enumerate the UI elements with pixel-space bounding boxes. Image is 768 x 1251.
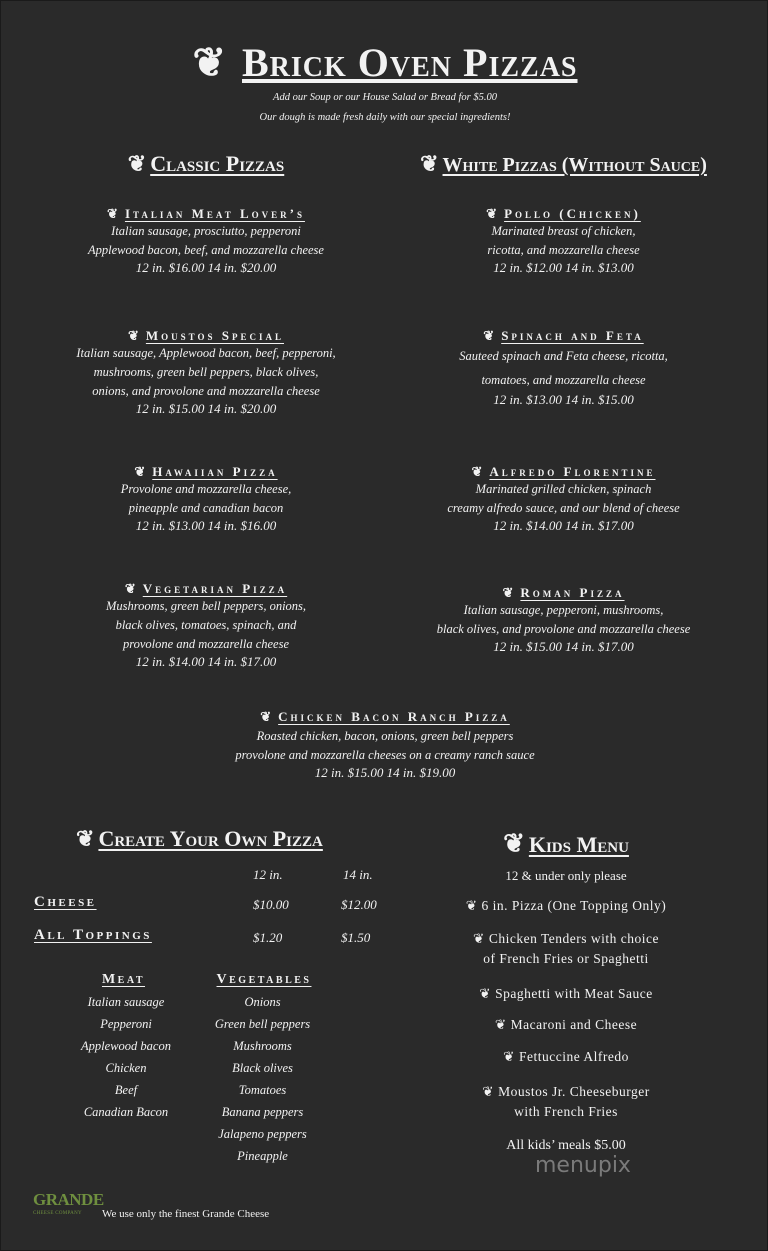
meat-list: [56, 991, 196, 1123]
cheese-price-14: $12.00: [341, 897, 377, 912]
kids-item-line: ❦ 6 in. Pizza (One Topping Only): [421, 896, 711, 916]
item-desc: Sauteed spinach and Feta cheese, ricotta,: [459, 349, 668, 363]
pizza-item: [31, 206, 381, 276]
kids-menu-item: [421, 929, 711, 969]
leaf-sprig-icon: ❦: [483, 328, 498, 343]
item-desc: Marinated grilled chicken, spinach: [475, 482, 652, 496]
topping-item: Mushrooms: [233, 1039, 292, 1053]
item-price: 12 in. $15.00 14 in. $19.00: [314, 765, 456, 780]
leaf-sprig-icon: ❦: [192, 40, 227, 85]
leaf-sprig-icon: ❦: [124, 581, 139, 596]
leaf-sprig-icon: ❦: [482, 1084, 495, 1099]
item-desc: ricotta, and mozzarella cheese: [487, 243, 640, 257]
topping-item: Pepperoni: [100, 1017, 152, 1031]
kids-menu-item: [421, 1047, 711, 1067]
topping-item: Italian sausage: [87, 995, 165, 1009]
item-desc: Applewood bacon, beef, and mozzarella cheese: [88, 243, 324, 257]
leaf-sprig-icon: ❦: [473, 931, 485, 946]
item-price: 12 in. $16.00 14 in. $20.00: [135, 260, 277, 275]
leaf-sprig-icon: ❦: [465, 898, 478, 913]
topping-item: Pineapple: [237, 1149, 288, 1163]
kids-item-line: of French Fries or Spaghetti: [483, 951, 649, 966]
vegetables-list: [196, 991, 329, 1167]
pizza-item: [31, 581, 381, 670]
header-line-1: Add our Soup or our House Salad or Bread for $5.00: [273, 92, 497, 103]
topping-item: Chicken: [105, 1061, 147, 1075]
chicken-bacon-ranch-item: [1, 709, 768, 781]
item-price: 12 in. $13.00 14 in. $16.00: [135, 518, 277, 533]
item-desc: Provolone and mozzarella cheese,: [120, 482, 292, 496]
item-desc-2: provolone and mozzarella cheeses on a creamy ranch sauce: [235, 748, 535, 762]
topping-item: Beef: [114, 1083, 138, 1097]
toppings-price-14: $1.50: [341, 930, 371, 945]
kids-menu-heading: ❦ Kids Menu: [503, 829, 629, 858]
grande-logo-text: GRANDE: [33, 1190, 104, 1209]
item-desc: Mushrooms, green bell peppers, onions,: [105, 599, 307, 613]
menupix-watermark: menupix: [535, 1153, 631, 1178]
topping-item: Black olives: [232, 1061, 293, 1075]
item-price: 12 in. $14.00 14 in. $17.00: [135, 654, 277, 669]
item-desc: Marinated breast of chicken,: [491, 224, 636, 238]
kids-menu-item: [421, 1082, 711, 1122]
item-name: ❦ Alfredo Florentine: [471, 464, 656, 479]
kids-item-line: ❦ Spaghetti with Meat Sauce: [421, 984, 711, 1004]
topping-item: Onions: [244, 995, 281, 1009]
create-your-own-heading: ❦ Create Your Own Pizza: [76, 826, 323, 851]
item-name: ❦ Moustos Special: [127, 328, 284, 343]
classic-pizzas-heading: ❦ Classic Pizzas: [127, 151, 285, 176]
item-name: ❦ Italian Meat Lover’s: [107, 206, 305, 221]
item-desc: Italian sausage, pepperoni, mushrooms,: [463, 603, 664, 617]
header-line-2: Our dough is made fresh daily with our special ingredients!: [259, 112, 511, 123]
kids-menu-item: [421, 896, 711, 916]
size-14-header: 14 in.: [343, 867, 373, 882]
kids-menu-item: [421, 1015, 711, 1035]
all-toppings-label: All Toppings: [34, 927, 152, 943]
cheese-price-12: $10.00: [253, 897, 289, 912]
item-desc: onions, and provolone and mozzarella cheese: [92, 384, 320, 398]
leaf-sprig-icon: ❦: [420, 151, 439, 176]
pizza-item: [31, 328, 381, 417]
item-name: ❦ Hawaiian Pizza: [134, 464, 278, 479]
kids-footer-price: All kids’ meals $5.00: [506, 1138, 626, 1153]
vegetables-heading: Vegetables: [216, 972, 312, 987]
topping-item: Banana peppers: [221, 1105, 304, 1119]
cheese-label: Cheese: [34, 894, 97, 910]
item-price: 12 in. $15.00 14 in. $17.00: [493, 639, 634, 654]
item-desc: mushrooms, green bell peppers, black olives,: [93, 365, 319, 379]
item-desc: provolone and mozzarella cheese: [122, 637, 290, 651]
item-desc: Italian sausage, Applewood bacon, beef, pepperoni,: [76, 346, 336, 360]
topping-item: Applewood bacon: [81, 1039, 171, 1053]
item-name: ❦ Spinach and Feta: [483, 328, 644, 343]
topping-item: Canadian Bacon: [83, 1105, 169, 1119]
leaf-sprig-icon: ❦: [494, 1017, 507, 1032]
leaf-sprig-icon: ❦: [134, 464, 149, 479]
item-name: ❦ Vegetarian Pizza: [124, 581, 288, 596]
item-desc: creamy alfredo sauce, and our blend of cheese: [447, 501, 680, 515]
topping-item: Green bell peppers: [214, 1017, 311, 1031]
kids-item-line: with French Fries: [514, 1104, 618, 1119]
item-price: 12 in. $13.00 14 in. $15.00: [493, 392, 634, 407]
item-price: 12 in. $12.00 14 in. $13.00: [493, 260, 634, 275]
item-desc-1: Roasted chicken, bacon, onions, green bell peppers: [256, 729, 514, 743]
leaf-sprig-icon: ❦: [127, 151, 147, 176]
leaf-sprig-icon: ❦: [107, 206, 121, 221]
kids-item-line: ❦ Moustos Jr. Cheeseburger: [421, 1082, 711, 1102]
item-name: ❦ Pollo (Chicken): [486, 206, 641, 221]
item-desc: Italian sausage, prosciutto, pepperoni: [111, 224, 301, 238]
pizza-item: [391, 328, 736, 408]
kids-menu-item: [421, 984, 711, 1004]
grande-cheese-note: We use only the finest Grande Cheese: [102, 1208, 270, 1220]
leaf-sprig-icon: ❦: [503, 1049, 515, 1064]
pizza-item: [391, 585, 736, 655]
pizza-item: [31, 464, 381, 534]
kids-item-line: ❦ Chicken Tenders with choice: [421, 929, 711, 949]
item-desc: tomatoes, and mozzarella cheese: [481, 373, 646, 387]
page-title: [1, 39, 768, 86]
page-title-text: Brick Oven Pizzas: [242, 40, 578, 85]
pizza-item: [391, 464, 736, 534]
grande-logo: [33, 1190, 104, 1221]
topping-item: Jalapeno peppers: [218, 1127, 307, 1141]
leaf-sprig-icon: ❦: [76, 826, 95, 851]
toppings-price-12: $1.20: [253, 930, 283, 945]
item-desc: pineapple and canadian bacon: [128, 501, 284, 515]
leaf-sprig-icon: ❦: [479, 986, 492, 1001]
item-name: ❦ Chicken Bacon Ranch Pizza: [260, 709, 510, 724]
kids-item-line: ❦ Fettuccine Alfredo: [421, 1047, 711, 1067]
leaf-sprig-icon: ❦: [260, 709, 275, 724]
leaf-sprig-icon: ❦: [486, 206, 501, 221]
item-desc: black olives, and provolone and mozzarella cheese: [436, 622, 691, 636]
item-name: ❦ Roman Pizza: [502, 585, 625, 600]
leaf-sprig-icon: ❦: [503, 829, 525, 858]
leaf-sprig-icon: ❦: [471, 464, 486, 479]
leaf-sprig-icon: ❦: [502, 585, 517, 600]
item-price: 12 in. $15.00 14 in. $20.00: [135, 401, 277, 416]
size-12-header: 12 in.: [253, 867, 283, 882]
leaf-sprig-icon: ❦: [127, 328, 142, 343]
kids-subtitle: 12 & under only please: [505, 868, 627, 883]
topping-item: Tomatoes: [238, 1083, 287, 1097]
item-desc: black olives, tomatoes, spinach, and: [115, 618, 297, 632]
item-price: 12 in. $14.00 14 in. $17.00: [493, 518, 634, 533]
grande-logo-sub: CHEESE COMPANY: [33, 1211, 82, 1216]
meat-heading: Meat: [101, 972, 146, 987]
pizza-item: [391, 206, 736, 276]
white-pizzas-heading: ❦ White Pizzas (Without Sauce): [420, 151, 707, 176]
kids-item-line: ❦ Macaroni and Cheese: [421, 1015, 711, 1035]
